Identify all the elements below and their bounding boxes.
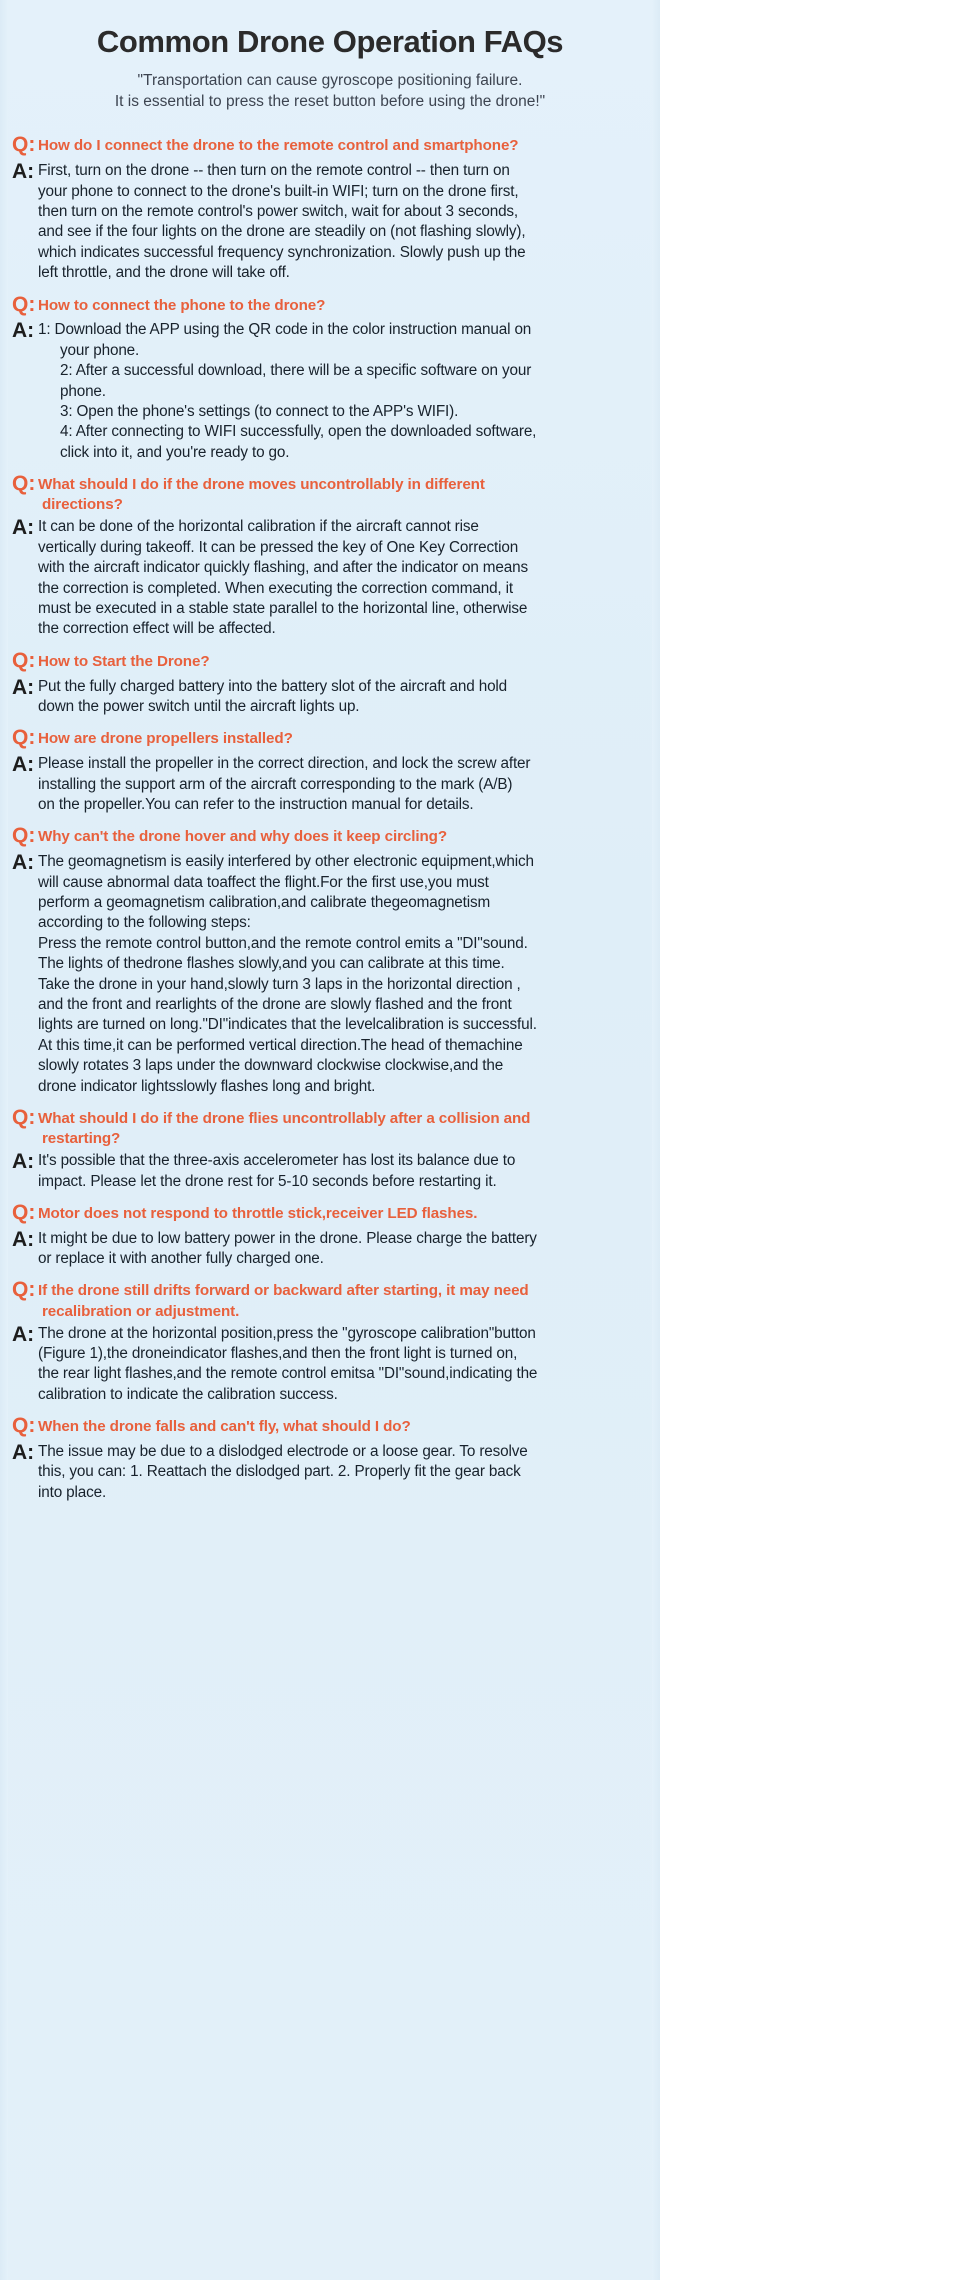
answer-line: The lights of thedrone flashes slowly,and you can calibrate at this time.: [38, 955, 505, 973]
answer-marker: A:: [12, 851, 35, 875]
question-row: [12, 1279, 646, 1321]
answer-line: Put the fully charged battery into the battery slot of the aircraft and hold: [38, 677, 508, 695]
page-subtitle: [20, 70, 640, 113]
answer-line: phone.: [60, 382, 106, 400]
question-line: How do I connect the drone to the remote control and smartphone?: [38, 137, 519, 155]
answer-line: slowly rotates 3 laps under the downward clockwise clockwise,and the: [38, 1057, 504, 1075]
question-text: [38, 650, 210, 672]
question-text: [38, 727, 293, 749]
question-text: [38, 1107, 530, 1149]
question-text: [38, 1202, 477, 1224]
answer-line: The issue may be due to a dislodged electrode or a loose gear. To resolve: [38, 1443, 528, 1460]
answer-line: lights are turned on long."DI"indicates that the levelcalibration is successful.: [38, 1016, 537, 1034]
page-title: Common Drone Operation FAQs: [96, 24, 564, 59]
answer-line: your phone.: [60, 341, 140, 359]
question-line: How to connect the phone to the drone?: [38, 296, 326, 314]
answer-line: installing the support arm of the aircraft corresponding to the mark (A/B): [38, 775, 513, 793]
question-marker: Q:: [12, 1105, 36, 1129]
faq-item: [12, 727, 646, 815]
question-row: [12, 294, 646, 319]
answer-line: Please install the propeller in the correct direction, and lock the screw after: [38, 755, 531, 773]
answer-line: which indicates successful frequency synchronization. Slowly push up the: [38, 243, 526, 261]
answer-line: left throttle, and the drone will take off.: [38, 264, 290, 282]
answer-text: [38, 1150, 515, 1192]
answer-line: It might be due to low battery power in the drone. Please charge the battery: [38, 1229, 537, 1247]
answer-line: Take the drone in your hand,slowly turn 3 laps in the horizontal direction ,: [38, 975, 521, 993]
answer-line: your phone to connect to the drone's built-in WIFI; turn on the drone first,: [38, 182, 519, 200]
question-row: [12, 473, 646, 515]
question-line: Motor does not respond to throttle stick,receiver LED flashes.: [38, 1204, 478, 1222]
question-marker: Q:: [12, 1414, 36, 1438]
faq-item: [12, 294, 646, 464]
answer-row: [12, 1150, 646, 1192]
answer-text: [38, 516, 528, 639]
question-text: [38, 134, 518, 156]
answer-text: [38, 851, 537, 1097]
question-marker: Q:: [12, 1200, 36, 1224]
answer-row: [12, 676, 646, 718]
question-row: [12, 1202, 646, 1227]
answer-row: [12, 160, 646, 283]
question-row: [12, 825, 646, 850]
answer-line: the rear light flashes,and the remote control emitsa "DI"sound,indicating the: [38, 1365, 538, 1383]
answer-line: or replace it with another fully charged one.: [38, 1250, 324, 1268]
answer-marker: A:: [12, 675, 35, 699]
answer-line: and see if the four lights on the drone are steadily on (not flashing slowly),: [38, 223, 526, 241]
faq-item: [12, 825, 646, 1097]
question-line: If the drone still drifts forward or backward after starting, it may need: [38, 1282, 529, 1300]
question-text: [38, 473, 485, 515]
answer-line: then turn on the remote control's power switch, wait for about 3 seconds,: [38, 202, 519, 220]
faq-item: [12, 650, 646, 718]
question-row: [12, 134, 646, 159]
question-line: When the drone falls and can't fly, what should I do?: [38, 1418, 411, 1436]
answer-marker: A:: [12, 516, 35, 540]
answer-line: It's possible that the three-axis accelerometer has lost its balance due to: [38, 1152, 516, 1170]
question-row: [12, 1107, 646, 1149]
question-marker: Q:: [12, 726, 36, 750]
answer-line: and the front and rearlights of the drone are slowly flashed and the front: [38, 995, 512, 1013]
answer-text: [38, 319, 536, 463]
answer-row: [12, 516, 646, 639]
answer-marker: A:: [12, 1150, 35, 1174]
faq-item: [12, 1202, 646, 1270]
answer-row: [12, 753, 646, 815]
question-line: directions?: [42, 496, 123, 514]
faq-item: [12, 1107, 646, 1192]
answer-line: 2: After a successful download, there will be a specific software on your: [60, 362, 532, 380]
question-marker: Q:: [12, 648, 36, 672]
answer-line: 1: Download the APP using the QR code in the color instruction manual on: [38, 321, 532, 339]
answer-line: 4: After connecting to WIFI successfully, open the downloaded software,: [60, 423, 537, 441]
answer-text: [38, 753, 530, 815]
answer-line: Press the remote control button,and the remote control emits a "DI"sound.: [38, 934, 528, 952]
answer-line: will cause abnormal data toaffect the flight.For the first use,you must: [38, 873, 489, 891]
faq-item: [12, 1279, 646, 1405]
answer-line: impact. Please let the drone rest for 5-10 seconds before restarting it.: [38, 1172, 497, 1190]
question-text: [38, 294, 325, 316]
answer-line: At this time,it can be performed vertical direction.The head of themachine: [38, 1036, 523, 1054]
question-line: How to Start the Drone?: [38, 652, 210, 670]
answer-line: with the aircraft indicator quickly flashing, and after the indicator on means: [38, 559, 528, 577]
answer-line: down the power switch until the aircraft lights up.: [38, 697, 360, 715]
answer-line: 3: Open the phone's settings (to connect to the APP's WIFI).: [60, 402, 459, 420]
answer-line: vertically during takeoff. It can be pressed the key of One Key Correction: [38, 538, 519, 556]
answer-line: on the propeller.You can refer to the instruction manual for details.: [38, 795, 474, 813]
answer-marker: A:: [12, 319, 35, 343]
answer-text: [38, 160, 525, 283]
question-line: restarting?: [42, 1130, 121, 1148]
question-text: [38, 825, 447, 847]
question-marker: Q:: [12, 1278, 36, 1302]
question-line: Why can't the drone hover and why does it keep circling?: [38, 828, 447, 846]
faq-item: [12, 1415, 646, 1503]
question-row: [12, 650, 646, 675]
answer-text: [38, 676, 507, 718]
question-text: [38, 1415, 411, 1437]
answer-marker: A:: [12, 160, 35, 184]
answer-row: [12, 1323, 646, 1406]
question-row: [12, 1415, 646, 1440]
answer-line: must be executed in a stable state parallel to the horizontal line, otherwise: [38, 599, 528, 617]
answer-marker: A:: [12, 753, 35, 777]
answer-marker: A:: [12, 1227, 35, 1251]
answer-marker: A:: [12, 1441, 35, 1464]
answer-row: [12, 319, 646, 463]
answer-line: First, turn on the drone -- then turn on the remote control -- then turn on: [38, 162, 510, 180]
question-marker: Q:: [12, 824, 36, 848]
subtitle-line: It is essential to press the reset button before using the drone!": [114, 93, 546, 111]
answer-text: [38, 1323, 537, 1406]
answer-line: perform a geomagnetism calibration,and calibrate thegeomagnetism: [38, 893, 491, 911]
answer-line: The drone at the horizontal position,press the "gyroscope calibration"button: [38, 1324, 536, 1342]
question-line: recalibration or adjustment.: [42, 1302, 240, 1320]
answer-line: calibration to indicate the calibration success.: [38, 1385, 338, 1403]
answer-line: into place.: [38, 1483, 107, 1501]
document-header: [0, 0, 660, 118]
faq-list: [0, 134, 660, 1503]
answer-text: [38, 1228, 537, 1270]
question-line: What should I do if the drone moves uncontrollably in different: [38, 476, 485, 494]
answer-line: this, you can: 1. Reattach the dislodged part. 2. Properly fit the gear back: [38, 1463, 521, 1481]
question-marker: Q:: [12, 472, 36, 496]
question-marker: Q:: [12, 292, 36, 316]
question-line: What should I do if the drone flies uncontrollably after a collision and: [38, 1109, 531, 1127]
faq-item: [12, 134, 646, 283]
answer-row: [12, 1228, 646, 1270]
question-row: [12, 727, 646, 752]
answer-line: (Figure 1),the droneindicator flashes,and then the front light is turned on,: [38, 1345, 518, 1363]
answer-line: according to the following steps:: [38, 914, 251, 932]
answer-line: the correction effect will be affected.: [38, 620, 276, 638]
question-text: [38, 1279, 529, 1321]
faq-item: [12, 473, 646, 640]
answer-line: The geomagnetism is easily interfered by other electronic equipment,which: [38, 853, 534, 871]
subtitle-line: "Transportation can cause gyroscope positioning failure.: [137, 71, 523, 89]
answer-text: [38, 1441, 528, 1503]
answer-line: the correction is completed. When executing the correction command, it: [38, 579, 513, 597]
answer-marker: A:: [12, 1322, 35, 1346]
question-marker: Q:: [12, 133, 36, 157]
answer-line: click into it, and you're ready to go.: [60, 443, 290, 461]
answer-line: It can be done of the horizontal calibration if the aircraft cannot rise: [38, 518, 479, 536]
answer-line: drone indicator lightsslowly flashes long and bright.: [38, 1077, 376, 1095]
answer-row: [12, 1441, 646, 1503]
answer-row: [12, 851, 646, 1097]
question-line: How are drone propellers installed?: [38, 730, 293, 748]
